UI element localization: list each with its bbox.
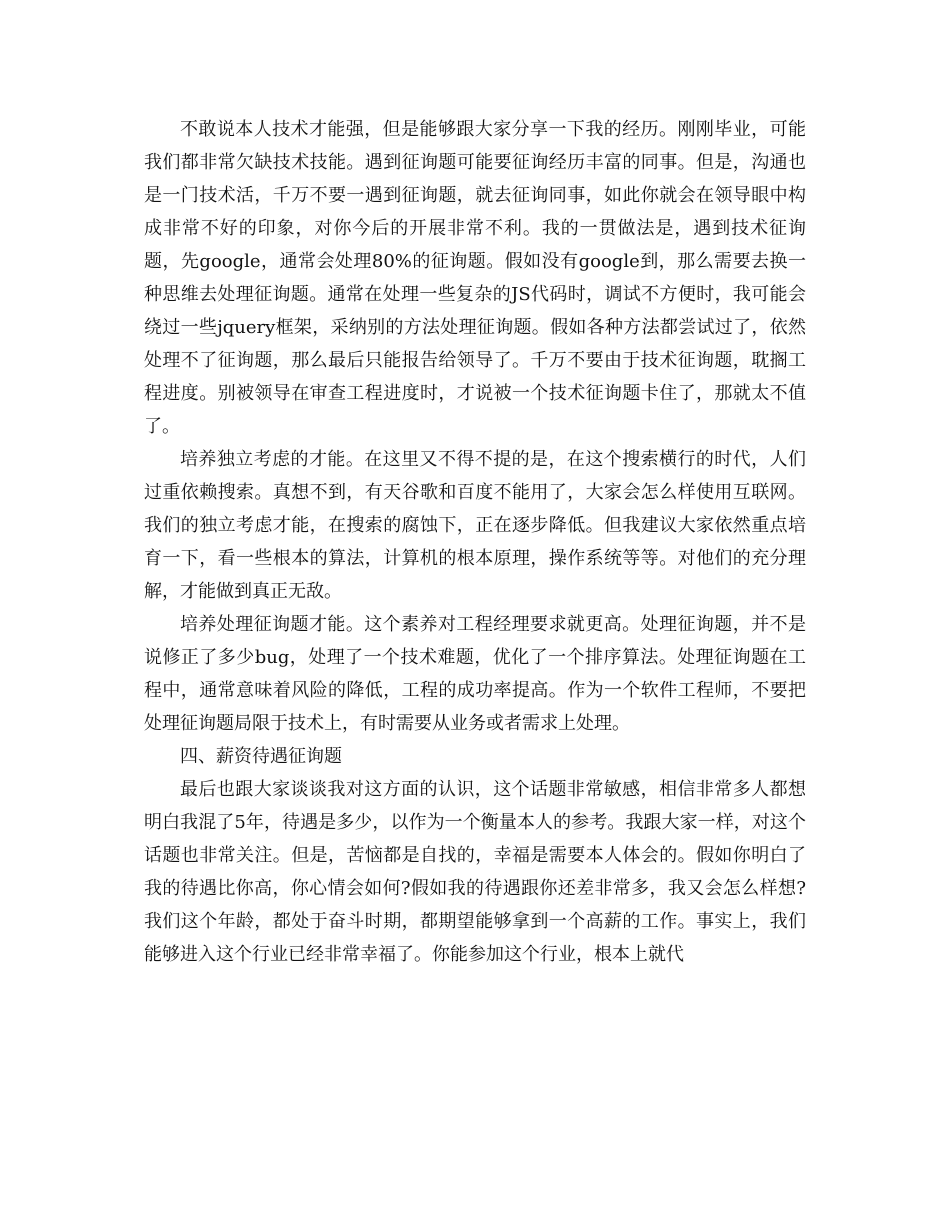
- document-body: [144, 113, 806, 971]
- paragraph-salary: 最后也跟大家谈谈我对这方面的认识，这个话题非常敏感，相信非常多人都想明白我混了5年，待遇是多少，以作为一个衡量本人的参考。我跟大家一样，对这个话题也非常关注。但是，苦恼都是自找的，幸福是需要本人体会的。假如你明白了我的待遇比你高，你心情会如何?假如我的待遇跟你还差非常多，我又会怎么样想?我们这个年龄，都处于奋斗时期，都期望能够拿到一个高薪的工作。事实上，我们能够进入这个行业已经非常幸福了。你能参加这个行业，根本上就代: [144, 779, 806, 965]
- paragraph-independent-thinking: 培养独立考虑的才能。在这里又不得不提的是，在这个搜索横行的时代，人们过重依赖搜索。真想不到，有天谷歌和百度不能用了，大家会怎么样使用互联网。我们的独立考虑才能，在搜索的腐蚀下，正在逐步降低。但我建议大家依然重点培育一下，看一些根本的算法，计算机的根本原理，操作系统等等。对他们的充分理解，才能做到真正无敌。: [144, 449, 806, 602]
- section-heading-salary: 四、薪资待遇征询题: [180, 746, 342, 767]
- paragraph-problem-solving: 培养处理征询题才能。这个素养对工程经理要求就更高。处理征询题，并不是说修正了多少bug，处理了一个技术难题，优化了一个排序算法。处理征询题在工程中，通常意味着风险的降低，工程的成功率提高。作为一个软件工程师，不要把处理征询题局限于技术上，有时需要从业务或者需求上处理。: [144, 614, 806, 734]
- paragraph-tech-problems: 不敢说本人技术才能强，但是能够跟大家分享一下我的经历。刚刚毕业，可能我们都非常欠缺技术技能。遇到征询题可能要征询经历丰富的同事。但是，沟通也是一门技术活，千万不要一遇到征询题，就去征询同事，如此你就会在领导眼中构成非常不好的印象，对你今后的开展非常不利。我的一贯做法是，遇到技术征询题，先google，通常会处理80%的征询题。假如没有google到，那么需要去换一种思维去处理征询题。通常在处理一些复杂的JS代码时，调试不方便时，我可能会绕过一些jquery框架，采纳别的方法处理征询题。假如各种方法都尝试过了，依然处理不了征询题，那么最后只能报告给领导了。千万不要由于技术征询题，耽搁工程进度。别被领导在审查工程进度时，才说被一个技术征询题卡住了，那就太不值了。: [144, 119, 806, 437]
